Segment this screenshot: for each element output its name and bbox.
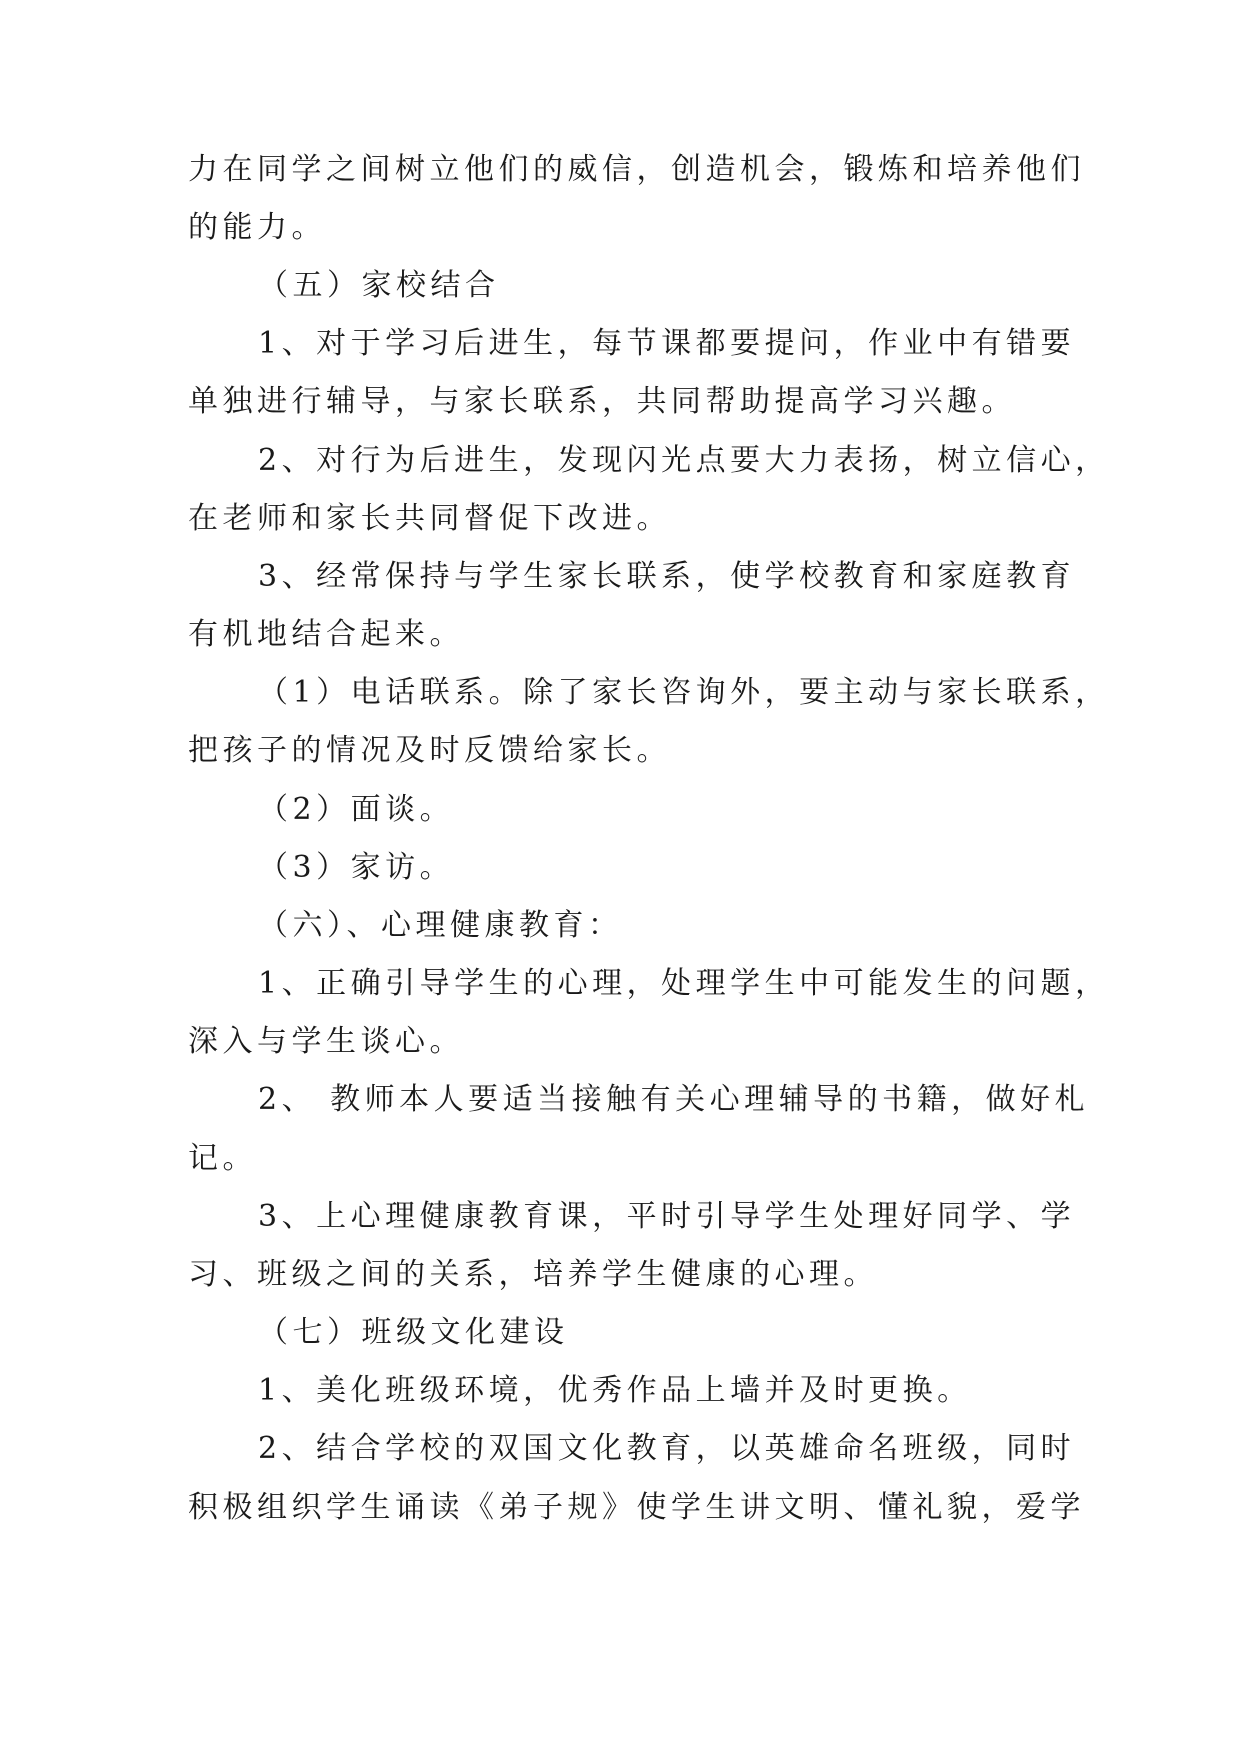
text-line-19: 3、上心理健康教育课，平时引导学生处理好同学、学 — [258, 1199, 1076, 1234]
text-line-15: 1、正确引导学生的心理，处理学生中可能发生的问题， — [258, 966, 1110, 1001]
text-line-22: 1、美化班级环境，优秀作品上墙并及时更换。 — [258, 1373, 972, 1408]
text-line-7: 在老师和家长共同督促下改进。 — [188, 501, 671, 536]
text-line-8: 3、经常保持与学生家长联系，使学校教育和家庭教育 — [258, 559, 1076, 594]
text-line-1: 力在同学之间树立他们的威信，创造机会，锻炼和培养他们 — [188, 152, 1085, 187]
text-line-13: （3）家访。 — [258, 850, 455, 885]
section-heading-5: （五）家校结合 — [258, 268, 500, 303]
section-heading-7: （七）班级文化建设 — [258, 1315, 569, 1350]
text-line-11: 把孩子的情况及时反馈给家长。 — [188, 733, 671, 768]
text-line-16: 深入与学生谈心。 — [188, 1024, 464, 1059]
text-line-5: 单独进行辅导，与家长联系，共同帮助提高学习兴趣。 — [188, 384, 1016, 419]
text-line-12: （2）面谈。 — [258, 792, 455, 827]
text-line-20: 习、班级之间的关系，培养学生健康的心理。 — [188, 1257, 878, 1292]
text-line-2: 的能力。 — [188, 210, 326, 245]
section-heading-6: （六）、心理健康教育： — [258, 908, 623, 943]
text-line-4: 1、对于学习后进生，每节课都要提问，作业中有错要 — [258, 326, 1076, 361]
text-line-10: （1）电话联系。除了家长咨询外，要主动与家长联系， — [258, 675, 1110, 710]
text-line-23: 2、结合学校的双国文化教育，以英雄命名班级，同时 — [258, 1431, 1076, 1466]
text-line-9: 有机地结合起来。 — [188, 617, 464, 652]
text-line-17: 2、 教师本人要适当接触有关心理辅导的书籍，做好札 — [258, 1082, 1090, 1117]
text-line-24: 积极组织学生诵读《弟子规》使学生讲文明、懂礼貌，爱学 — [188, 1490, 1085, 1525]
text-line-6: 2、对行为后进生，发现闪光点要大力表扬，树立信心， — [258, 443, 1110, 478]
text-line-18: 记。 — [188, 1141, 257, 1176]
